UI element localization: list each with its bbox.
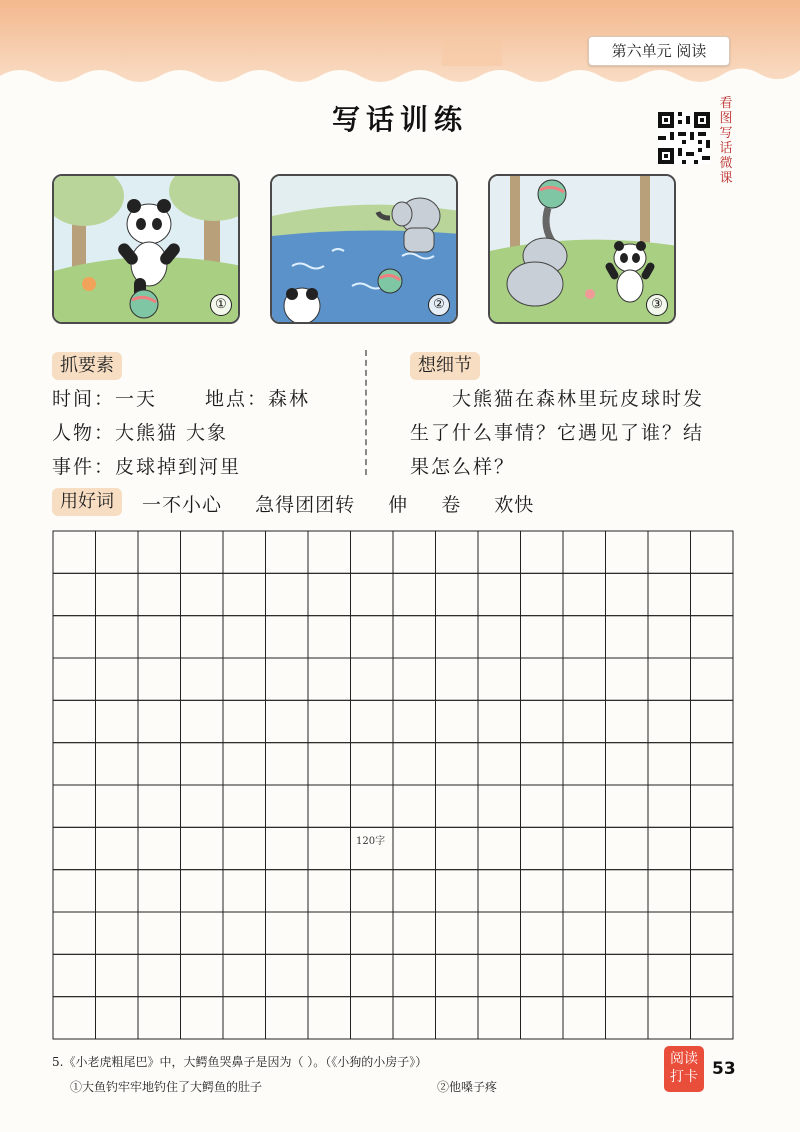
grid-cell[interactable] (691, 743, 734, 785)
grid-cell[interactable] (606, 870, 649, 912)
grid-cell[interactable] (181, 785, 224, 827)
grid-cell[interactable] (308, 531, 351, 573)
grid-cell[interactable] (96, 616, 139, 658)
grid-cell[interactable] (393, 700, 436, 742)
grid-cell[interactable] (351, 954, 394, 996)
grid-cell[interactable] (53, 912, 96, 954)
grid-cell[interactable] (563, 700, 606, 742)
grid-cell[interactable] (606, 743, 649, 785)
grid-cell[interactable] (138, 827, 181, 869)
grid-cell[interactable] (223, 997, 266, 1039)
vocab-word: 急得团团转 (255, 494, 356, 516)
grid-cell[interactable] (96, 954, 139, 996)
grid-cell[interactable] (563, 616, 606, 658)
grid-cell[interactable] (478, 997, 521, 1039)
grid-cell[interactable] (436, 700, 479, 742)
grid-cell[interactable] (478, 954, 521, 996)
option-a[interactable]: ①大鱼钓牢牢地钓住了大鳄鱼的肚子 (70, 1080, 263, 1094)
grid-cell[interactable] (563, 785, 606, 827)
grid-cell[interactable] (308, 827, 351, 869)
grid-cell[interactable] (138, 573, 181, 615)
grid-cell[interactable] (478, 573, 521, 615)
grid-cell[interactable] (138, 912, 181, 954)
grid-cell[interactable] (393, 997, 436, 1039)
grid-cell[interactable] (266, 743, 309, 785)
grid-cell[interactable] (308, 700, 351, 742)
grid-cell[interactable] (521, 658, 564, 700)
grid-cell[interactable] (351, 743, 394, 785)
grid-cell[interactable] (138, 785, 181, 827)
grid-cell[interactable] (96, 573, 139, 615)
grid-cell[interactable] (138, 997, 181, 1039)
vocab-tag: 用好词 (52, 488, 122, 516)
grid-cell[interactable] (181, 827, 224, 869)
grid-cell[interactable] (521, 954, 564, 996)
grid-cell[interactable] (266, 912, 309, 954)
grid-cell[interactable] (521, 531, 564, 573)
grid-cell[interactable] (96, 997, 139, 1039)
grid-cell[interactable] (436, 912, 479, 954)
grid-cell[interactable] (266, 616, 309, 658)
checkin-line-1: 阅读 (670, 1051, 698, 1067)
grid-cell[interactable] (648, 827, 691, 869)
grid-cell[interactable] (606, 700, 649, 742)
picture-number: ② (428, 294, 450, 316)
grid-cell[interactable] (563, 531, 606, 573)
picture-3 (488, 174, 676, 324)
grid-cell[interactable] (393, 827, 436, 869)
grid-cell[interactable] (521, 997, 564, 1039)
grid-cell[interactable] (138, 870, 181, 912)
grid-cell[interactable] (478, 658, 521, 700)
grid-cell[interactable] (223, 531, 266, 573)
grid-cell[interactable] (436, 573, 479, 615)
grid-cell[interactable] (53, 870, 96, 912)
grid-cell[interactable] (521, 912, 564, 954)
grid-cell[interactable] (691, 531, 734, 573)
vocab-word: 一不小心 (142, 494, 223, 516)
grid-cell[interactable] (351, 616, 394, 658)
grid-cell[interactable] (563, 954, 606, 996)
page-number: 53 (712, 1059, 736, 1079)
grid-cell[interactable] (351, 997, 394, 1039)
grid-cell[interactable] (393, 954, 436, 996)
grid-cell[interactable] (691, 700, 734, 742)
details-line-1: 大熊猫在森林里玩皮球时发 (452, 388, 705, 410)
grid-cell[interactable] (181, 997, 224, 1039)
grid-cell[interactable] (223, 658, 266, 700)
grid-cell[interactable] (266, 700, 309, 742)
grid-cell[interactable] (478, 827, 521, 869)
grid-cell[interactable] (563, 870, 606, 912)
grid-cell[interactable] (691, 616, 734, 658)
grid-cell[interactable] (393, 743, 436, 785)
grid-cell[interactable] (606, 531, 649, 573)
grid-cell[interactable] (691, 827, 734, 869)
grid-cell[interactable] (393, 616, 436, 658)
grid-cell[interactable] (436, 743, 479, 785)
writing-grid[interactable] (52, 530, 734, 1040)
grid-cell[interactable] (138, 743, 181, 785)
grid-cell[interactable] (478, 700, 521, 742)
grid-cell[interactable] (606, 785, 649, 827)
grid-cell[interactable] (521, 870, 564, 912)
grid-cell[interactable] (351, 531, 394, 573)
grid-cell[interactable] (96, 827, 139, 869)
grid-cell[interactable] (53, 785, 96, 827)
picture-number: ① (210, 294, 232, 316)
grid-cell[interactable] (308, 573, 351, 615)
grid-cell[interactable] (96, 531, 139, 573)
grid-cell[interactable] (648, 573, 691, 615)
grid-cell[interactable] (53, 954, 96, 996)
word-count-label: 120字 (356, 836, 386, 847)
grid-cell[interactable] (266, 658, 309, 700)
grid-cell[interactable] (478, 785, 521, 827)
grid-cell[interactable] (138, 658, 181, 700)
grid-cell[interactable] (521, 785, 564, 827)
grid-cell[interactable] (308, 616, 351, 658)
grid-cell[interactable] (96, 700, 139, 742)
picture-1 (52, 174, 240, 324)
reading-checkin-badge[interactable] (664, 1046, 704, 1092)
details-line-2: 生了什么事情？它遇见了谁？结 (410, 422, 705, 444)
people-line: 人物：大熊猫 大象 (52, 422, 229, 444)
qr-caption: 看图写话微课 (719, 96, 733, 186)
grid-cell[interactable] (648, 531, 691, 573)
grid-cell[interactable] (521, 700, 564, 742)
grid-cell[interactable] (308, 870, 351, 912)
grid-cell[interactable] (563, 827, 606, 869)
grid-cell[interactable] (606, 954, 649, 996)
grid-cell[interactable] (436, 531, 479, 573)
grid-cell[interactable] (53, 997, 96, 1039)
page-title: 写话训练 (331, 103, 468, 136)
grid-cell[interactable] (606, 616, 649, 658)
grid-cell[interactable] (691, 954, 734, 996)
grid-cell[interactable] (691, 997, 734, 1039)
grid-cell[interactable] (521, 827, 564, 869)
picture-number: ③ (646, 294, 668, 316)
grid-cell[interactable] (266, 785, 309, 827)
grid-cell[interactable] (308, 997, 351, 1039)
grid-cell[interactable] (223, 700, 266, 742)
grid-cell[interactable] (606, 912, 649, 954)
grid-cell[interactable] (691, 573, 734, 615)
grid-cell[interactable] (181, 700, 224, 742)
grid-cell[interactable] (606, 997, 649, 1039)
grid-cell[interactable] (563, 658, 606, 700)
grid-cell[interactable] (648, 700, 691, 742)
grid-cell[interactable] (351, 700, 394, 742)
grid-cell[interactable] (648, 954, 691, 996)
grid-cell[interactable] (53, 658, 96, 700)
grid-cell[interactable] (181, 954, 224, 996)
grid-cell[interactable] (181, 531, 224, 573)
grid-cell[interactable] (96, 870, 139, 912)
grid-cell[interactable] (223, 785, 266, 827)
grid-cell[interactable] (266, 997, 309, 1039)
place-line: 地点：森林 (205, 388, 311, 410)
grid-cell[interactable] (181, 658, 224, 700)
grid-cell[interactable] (648, 616, 691, 658)
grid-cell[interactable] (436, 616, 479, 658)
grid-cell[interactable] (223, 912, 266, 954)
grid-cell[interactable] (96, 785, 139, 827)
grid-cell[interactable] (521, 743, 564, 785)
vocab-word: 欢快 (494, 494, 535, 516)
grid-cell[interactable] (266, 531, 309, 573)
grid-cell[interactable] (351, 785, 394, 827)
grid-cell[interactable] (393, 870, 436, 912)
grid-cell[interactable] (478, 616, 521, 658)
details-tag: 想细节 (410, 352, 480, 380)
grid-cell[interactable] (96, 743, 139, 785)
grid-cell[interactable] (351, 870, 394, 912)
grid-cell[interactable] (648, 912, 691, 954)
grid-cell[interactable] (223, 954, 266, 996)
column-divider (365, 350, 367, 475)
grid-cell[interactable] (351, 658, 394, 700)
grid-cell[interactable] (351, 573, 394, 615)
grid-cell[interactable] (223, 827, 266, 869)
grid-cell[interactable] (266, 573, 309, 615)
grid-cell[interactable] (181, 912, 224, 954)
grid-cell[interactable] (478, 743, 521, 785)
grid-cell[interactable] (223, 616, 266, 658)
grid-cell[interactable] (266, 827, 309, 869)
grid-cell[interactable] (138, 954, 181, 996)
grid-cell[interactable] (223, 573, 266, 615)
grid-cell[interactable] (606, 827, 649, 869)
event-line: 事件：皮球掉到河里 (52, 456, 242, 478)
grid-cell[interactable] (648, 997, 691, 1039)
details-line-3: 果怎么样？ (410, 456, 516, 478)
grid-cell[interactable] (478, 912, 521, 954)
time-line: 时间：一天 (52, 388, 158, 410)
grid-cell[interactable] (563, 573, 606, 615)
grid-cell[interactable] (223, 743, 266, 785)
grid-cell[interactable] (521, 616, 564, 658)
grid-cell[interactable] (563, 912, 606, 954)
grid-cell[interactable] (308, 912, 351, 954)
grid-cell[interactable] (138, 616, 181, 658)
grid-cell[interactable] (436, 785, 479, 827)
grid-cell[interactable] (436, 997, 479, 1039)
grid-cell[interactable] (521, 573, 564, 615)
qr-code-icon[interactable] (658, 112, 710, 164)
grid-cell[interactable] (393, 658, 436, 700)
grid-cell[interactable] (691, 870, 734, 912)
grid-cell[interactable] (308, 658, 351, 700)
grid-cell[interactable] (308, 954, 351, 996)
grid-cell[interactable] (648, 743, 691, 785)
grid-cell[interactable] (563, 743, 606, 785)
footer-question: 5.《小老虎粗尾巴》中，大鳄鱼哭鼻子是因为（ ）。（《小狗的小房子》） (52, 1055, 428, 1069)
grid-cell[interactable] (393, 785, 436, 827)
vocab-words (142, 490, 560, 517)
grid-cell[interactable] (691, 912, 734, 954)
grid-cell[interactable] (53, 700, 96, 742)
grid-cell[interactable] (648, 785, 691, 827)
grid-cell[interactable] (691, 785, 734, 827)
grid-cell[interactable] (266, 870, 309, 912)
grid-cell[interactable] (436, 827, 479, 869)
grid-cell[interactable] (96, 658, 139, 700)
vocab-word: 伸 (388, 494, 409, 516)
grid-cell[interactable] (436, 954, 479, 996)
grid-cell[interactable] (436, 658, 479, 700)
grid-cell[interactable] (648, 658, 691, 700)
grid-cell[interactable] (53, 573, 96, 615)
grid-cell[interactable] (606, 573, 649, 615)
grid-cell[interactable] (53, 743, 96, 785)
grid-cell[interactable] (223, 870, 266, 912)
grid-cell[interactable] (308, 785, 351, 827)
grid-cell[interactable] (478, 531, 521, 573)
grid-cell[interactable] (308, 743, 351, 785)
grid-cell[interactable] (691, 658, 734, 700)
grid-cell[interactable] (53, 827, 96, 869)
grid-cell[interactable] (606, 658, 649, 700)
grid-cell[interactable] (181, 573, 224, 615)
grid-cell[interactable] (138, 531, 181, 573)
grid-cell[interactable] (181, 870, 224, 912)
unit-label: 第六单元 阅读 (588, 36, 730, 66)
grid-cell[interactable] (648, 870, 691, 912)
picture-2 (270, 174, 458, 324)
grid-cell[interactable] (351, 912, 394, 954)
grid-cell[interactable] (266, 954, 309, 996)
grid-cell[interactable] (53, 616, 96, 658)
grid-cell[interactable] (478, 870, 521, 912)
grid-cell[interactable] (53, 531, 96, 573)
elements-tag: 抓要素 (52, 352, 122, 380)
grid-cell[interactable] (393, 531, 436, 573)
checkin-line-2: 打卡 (670, 1069, 698, 1085)
grid-cell[interactable] (393, 912, 436, 954)
grid-cell[interactable] (563, 997, 606, 1039)
grid-cell[interactable] (393, 573, 436, 615)
grid-cell[interactable] (181, 616, 224, 658)
vocab-word: 卷 (441, 494, 462, 516)
grid-cell[interactable] (96, 912, 139, 954)
grid-cell[interactable] (436, 870, 479, 912)
grid-cell[interactable] (138, 700, 181, 742)
option-b[interactable]: ②他嗓子疼 (437, 1080, 498, 1094)
grid-cell[interactable] (181, 743, 224, 785)
